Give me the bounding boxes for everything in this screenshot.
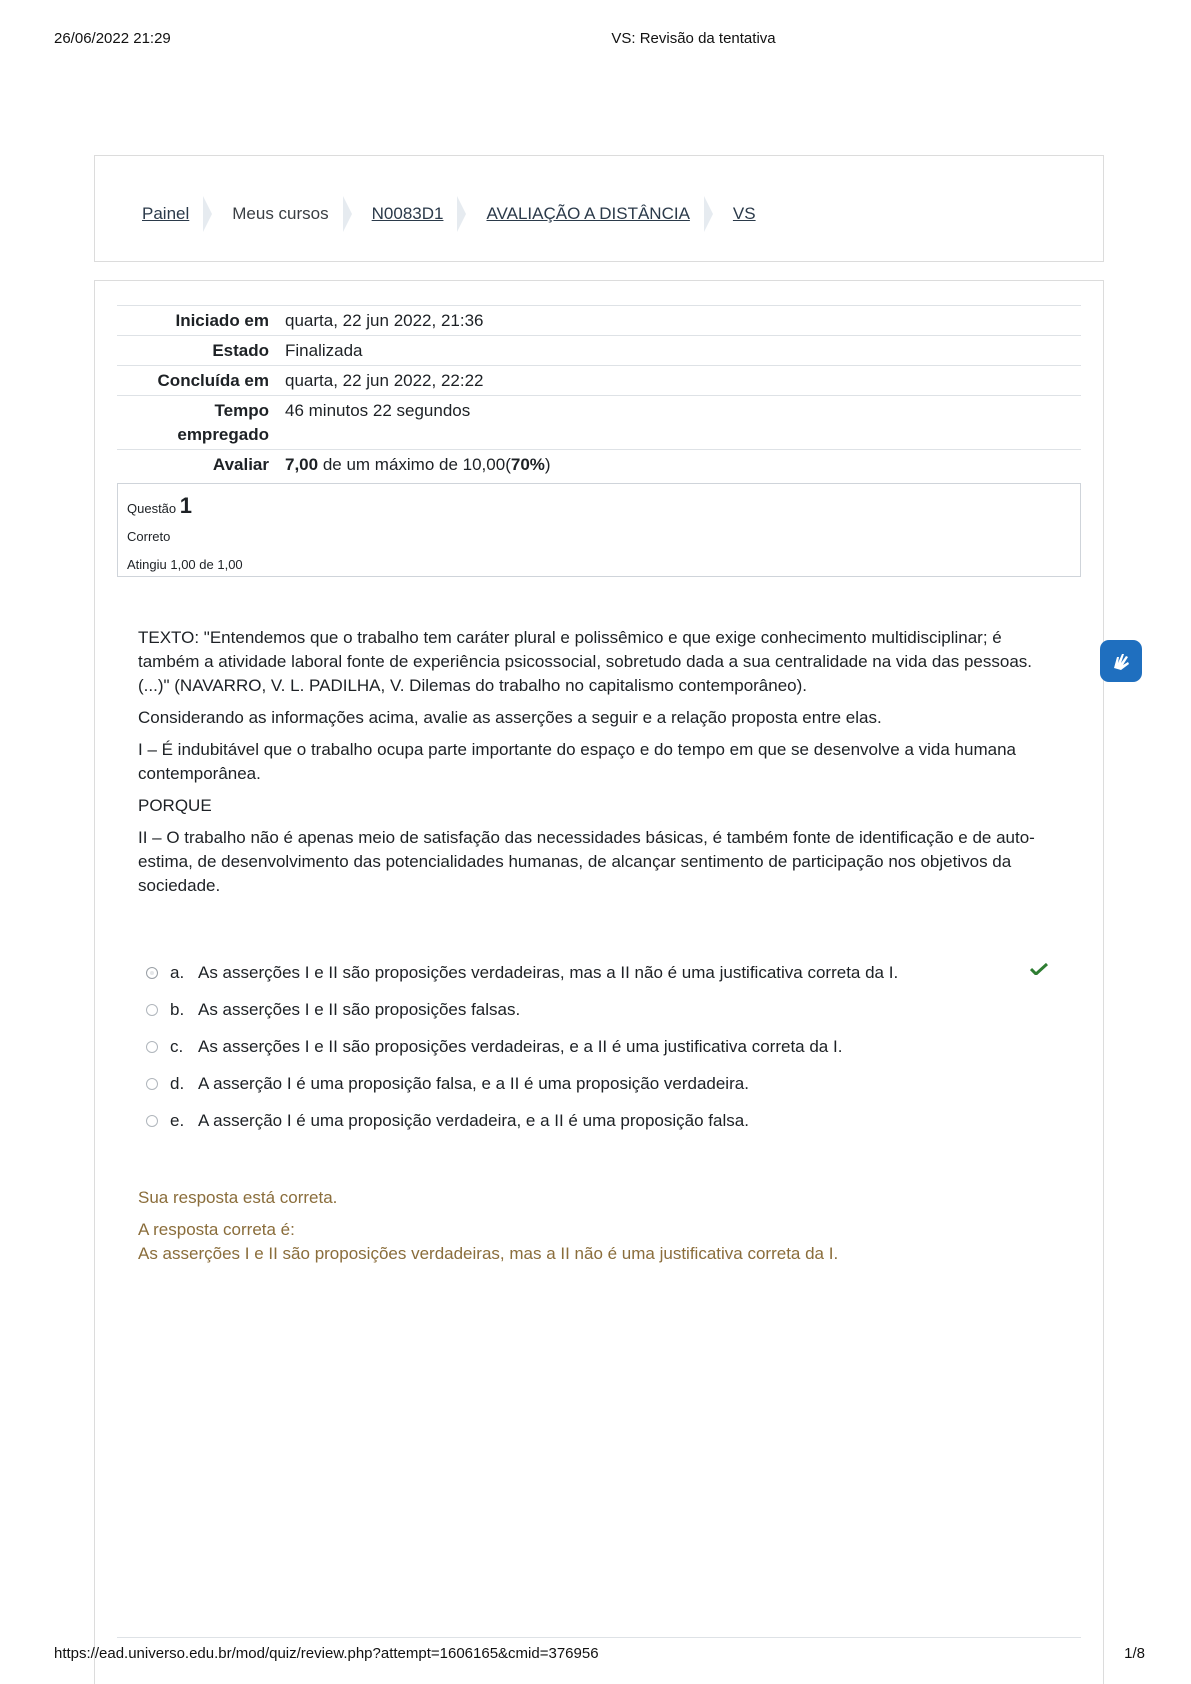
answer-text: As asserções I e II são proposições verdadeiras, mas a II não é uma justificativa correta da I. xyxy=(198,962,899,982)
summary-row-grade xyxy=(117,449,1081,479)
radio-b[interactable] xyxy=(146,1004,158,1016)
breadcrumb-section[interactable]: AVALIAÇÃO A DISTÂNCIA xyxy=(486,204,690,223)
radio-c[interactable] xyxy=(146,1041,158,1053)
summary-label: Concluída em xyxy=(157,371,269,390)
attempt-summary-table xyxy=(117,305,1081,479)
summary-label-line1: Tempo xyxy=(214,401,269,420)
print-url: https://ead.universo.edu.br/mod/quiz/review.php?attempt=1606165&cmid=376956 xyxy=(54,1645,599,1662)
answer-letter: e. xyxy=(170,1110,185,1130)
question-paragraph: TEXTO: "Entendemos que o trabalho tem caráter plural e polissêmico e que exige conhecimento multidisciplinar; é também a atividade laboral fonte de experiência psicossocial, sobretudo dada a sua centralidade na vida das pessoas. (...)" (NAVARRO, V. L. PADILHA, V. Dilemas do trabalho no capitalismo contemporâneo). xyxy=(138,628,1033,695)
grade-percent: 70% xyxy=(510,455,545,474)
feedback-block xyxy=(138,1186,838,1266)
sign-language-hands-icon xyxy=(1108,648,1134,674)
summary-label: Iniciado em xyxy=(175,311,269,330)
question-number: 1 xyxy=(179,493,193,518)
breadcrumb-meus-cursos[interactable]: Meus cursos xyxy=(232,204,329,223)
accessibility-button[interactable] xyxy=(1100,640,1142,682)
question-paragraph: Considerando as informações acima, avalie as asserções a seguir e a relação proposta entre elas. xyxy=(138,708,882,727)
radio-a[interactable] xyxy=(146,967,158,979)
answer-option-c[interactable] xyxy=(146,1028,1056,1065)
check-icon xyxy=(1030,963,1048,975)
answer-letter: c. xyxy=(170,1036,184,1056)
answer-option-d[interactable] xyxy=(146,1065,1056,1102)
answer-option-e[interactable] xyxy=(146,1102,1056,1139)
summary-value: quarta, 22 jun 2022, 22:22 xyxy=(285,371,484,390)
breadcrumb-quiz[interactable]: VS xyxy=(732,204,756,223)
breadcrumb xyxy=(142,196,756,232)
summary-label xyxy=(117,399,269,447)
answer-letter: d. xyxy=(170,1073,185,1093)
question-info-box xyxy=(117,483,1081,577)
print-page-number: 1/8 xyxy=(1124,1645,1145,1662)
summary-label: Estado xyxy=(212,341,269,360)
question-paragraph: PORQUE xyxy=(138,796,212,815)
breadcrumb-course[interactable]: N0083D1 xyxy=(371,204,444,223)
grade-end: ) xyxy=(544,455,551,474)
feedback-correct-answer: As asserções I e II são proposições verdadeiras, mas a II não é uma justificativa correta da I. xyxy=(138,1244,839,1263)
print-date: 26/06/2022 21:29 xyxy=(54,30,171,47)
breadcrumb-separator-icon xyxy=(457,196,466,232)
question-text xyxy=(138,626,1058,906)
answer-option-a[interactable] xyxy=(146,954,1056,991)
feedback-correct-label: A resposta correta é: xyxy=(138,1220,295,1239)
summary-value xyxy=(269,453,551,477)
breadcrumb-separator-icon xyxy=(343,196,352,232)
summary-value: 46 minutos 22 segundos xyxy=(285,401,471,420)
question-mark: Atingiu 1,00 de 1,00 xyxy=(127,557,243,572)
radio-e[interactable] xyxy=(146,1115,158,1127)
print-title: VS: Revisão da tentativa xyxy=(611,30,776,47)
answer-text: A asserção I é uma proposição verdadeira, e a II é uma proposição falsa. xyxy=(198,1110,749,1130)
answer-text: As asserções I e II são proposições verdadeiras, e a II é uma justificativa correta da I. xyxy=(198,1036,843,1056)
breadcrumb-painel[interactable]: Painel xyxy=(142,204,190,223)
summary-label-line2: empregado xyxy=(177,425,269,444)
breadcrumb-separator-icon xyxy=(704,196,713,232)
answer-text: A asserção I é uma proposição falsa, e a II é uma proposição verdadeira. xyxy=(198,1073,749,1093)
summary-row-completed xyxy=(117,365,1081,395)
answer-letter: a. xyxy=(170,962,185,982)
feedback-result: Sua resposta está correta. xyxy=(138,1188,338,1207)
summary-label: Avaliar xyxy=(212,455,269,474)
answer-letter: b. xyxy=(170,999,185,1019)
summary-row-state xyxy=(117,335,1081,365)
question-prefix: Questão xyxy=(127,501,177,516)
summary-value: Finalizada xyxy=(285,341,363,360)
grade-max: de um máximo de 10,00( xyxy=(318,455,511,474)
divider xyxy=(117,1637,1081,1638)
question-paragraph: II – O trabalho não é apenas meio de satisfação das necessidades básicas, é também fonte de identificação e de auto-estima, de desenvolvimento das potencialidades humanas, de alcançar sentimento de participação nos objetivos da sociedade. xyxy=(138,828,1035,895)
summary-value: quarta, 22 jun 2022, 21:36 xyxy=(285,311,484,330)
summary-row-started xyxy=(117,305,1081,335)
question-paragraph: I – É indubitável que o trabalho ocupa parte importante do espaço e do tempo em que se desenvolve a vida humana contemporânea. xyxy=(138,740,1016,783)
answer-text: As asserções I e II são proposições falsas. xyxy=(198,999,521,1019)
breadcrumb-separator-icon xyxy=(203,196,212,232)
radio-d[interactable] xyxy=(146,1078,158,1090)
question-state: Correto xyxy=(127,529,171,544)
answer-options xyxy=(146,954,1056,1139)
grade-value: 7,00 xyxy=(285,455,319,474)
summary-row-time xyxy=(117,395,1081,449)
answer-option-b[interactable] xyxy=(146,991,1056,1028)
breadcrumb-card xyxy=(94,155,1104,262)
